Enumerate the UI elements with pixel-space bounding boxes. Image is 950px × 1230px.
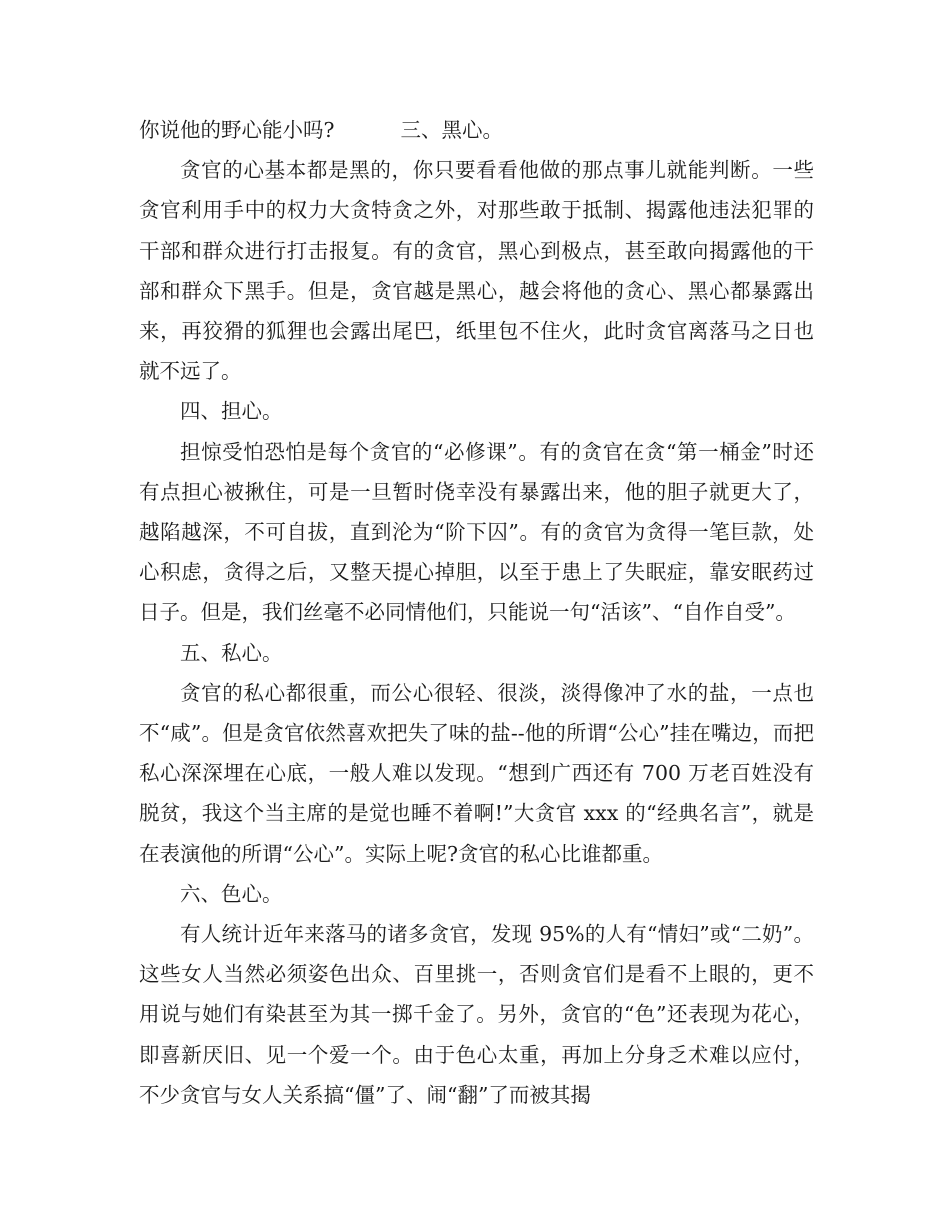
- heading-lust: 六、色心。: [180, 881, 283, 906]
- paragraph-worry: 担惊受怕恐怕是每个贪官的“必修课”。有的贪官在贪“第一桶金”时还有点担心被揪住，可是一旦暂时侥幸没有暴露出来，他的胆子就更大了，越陷越深，不可自拔，直到沦为“阶下囚”。有的贪官为贪得一笔巨款，处心积虑，贪得之后，又整天提心掉胆，以至于患上了失眠症，靠安眠药过日子。但是，我们丝毫不必同情他们，只能说一句“活该”、“自作自受”。: [139, 439, 814, 625]
- intro-line: [139, 110, 814, 150]
- heading-black-heart: 三、黑心。: [400, 118, 503, 142]
- document-body: [139, 110, 814, 1115]
- heading-worry: 四、担心。: [180, 399, 283, 424]
- paragraph-selfishness: 贪官的私心都很重，而公心很轻、很淡，淡得像冲了水的盐，一点也不“咸”。但是贪官依然喜欢把失了味的盐--他的所谓“公心”挂在嘴边，而把私心深深埋在心底，一般人难以发现。“想到广西还有 700 万老百姓没有脱贫，我这个当主席的是觉也睡不着啊!”大贪官 xxx 的“经典名言”，就是在表演他的所谓“公心”。实际上呢?贪官的私心比谁都重。: [139, 680, 814, 866]
- intro-text: 你说他的野心能小吗?: [139, 118, 335, 142]
- paragraph-black-heart: 贪官的心基本都是黑的，你只要看看他做的那点事儿就能判断。一些贪官利用手中的权力大贪特贪之外，对那些敢于抵制、揭露他违法犯罪的干部和群众进行打击报复。有的贪官，黑心到极点，甚至敢向揭露他的干部和群众下黑手。但是，贪官越是黑心，越会将他的贪心、黑心都暴露出来，再狡猾的狐狸也会露出尾巴，纸里包不住火，此时贪官离落马之日也就不远了。: [139, 158, 814, 384]
- heading-selfishness: 五、私心。: [180, 640, 283, 665]
- paragraph-lust: 有人统计近年来落马的诸多贪官，发现 95%的人有“情妇”或“二奶”。这些女人当然必须姿色出众、百里挑一，否则贪官们是看不上眼的，更不用说与她们有染甚至为其一掷千金了。另外，贪官的“色”还表现为花心，即喜新厌旧、见一个爱一个。由于色心太重，再加上分身乏术难以应付，不少贪官与女人关系搞“僵”了、闹“翻”了而被其揭: [139, 922, 814, 1107]
